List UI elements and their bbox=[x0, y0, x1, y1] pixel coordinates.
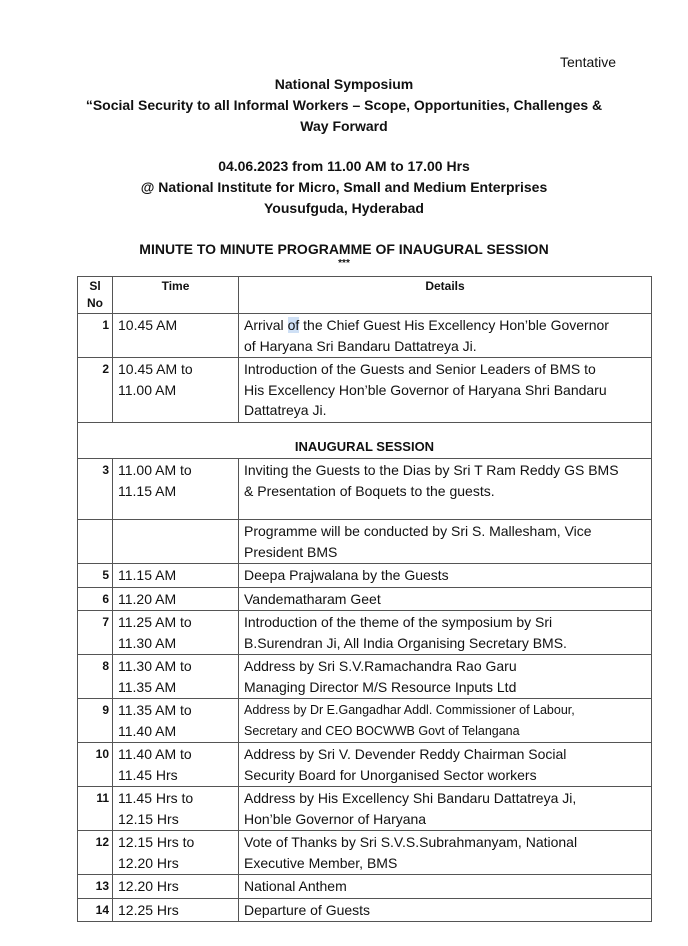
col-sl-line1: Sl bbox=[89, 279, 101, 293]
row-time-line1: 11.35 AM to bbox=[118, 702, 192, 718]
table-row bbox=[78, 655, 652, 699]
row-details-line1: Inviting the Guests to the Dias by Sri T Ram Reddy GS BMS bbox=[244, 462, 619, 478]
row-time-line1: 12.15 Hrs to bbox=[118, 834, 195, 850]
row-sl: 10 bbox=[78, 743, 113, 787]
row-sl: 14 bbox=[78, 898, 113, 922]
row-time: 11.15 AM bbox=[113, 564, 239, 588]
table-row bbox=[78, 587, 652, 611]
row-time-line2: 11.35 AM bbox=[118, 678, 177, 695]
row-sl: 7 bbox=[78, 611, 113, 655]
row-time bbox=[113, 743, 239, 787]
row-details-line2: Executive Member, BMS bbox=[244, 854, 398, 871]
row-time bbox=[113, 314, 239, 358]
row-details-line2: Secretary and CEO BOCWWB Govt of Telangana bbox=[244, 723, 520, 738]
table-row bbox=[78, 831, 652, 875]
table-row bbox=[78, 898, 652, 922]
row-details bbox=[239, 459, 652, 520]
row-time-line1: 11.45 Hrs to bbox=[118, 790, 194, 806]
row-sl: 6 bbox=[78, 587, 113, 611]
table-row bbox=[78, 611, 652, 655]
row-details-part: the Chief Guest His Excellency Hon’ble Governor bbox=[299, 317, 609, 333]
row-sl: 5 bbox=[78, 564, 113, 588]
symposium-header bbox=[0, 74, 688, 137]
event-venue: @ National Institute for Micro, Small and Medium Enterprises bbox=[140, 179, 548, 195]
row-details-line2: & Presentation of Boquets to the guests. bbox=[244, 482, 495, 499]
row-details-line2: President BMS bbox=[244, 543, 338, 560]
table-row bbox=[78, 787, 652, 831]
table-row bbox=[78, 358, 652, 423]
col-sl-line2: No bbox=[87, 296, 103, 310]
stars-divider: *** bbox=[338, 258, 350, 269]
row-sl: 9 bbox=[78, 699, 113, 743]
row-time bbox=[113, 358, 239, 423]
row-time-line1: 11.00 AM to bbox=[118, 462, 192, 478]
col-time-header: Time bbox=[113, 277, 239, 314]
row-details-line1: Introduction of the theme of the symposium by Sri bbox=[244, 614, 553, 630]
col-details-header: Details bbox=[239, 277, 652, 314]
row-details-line1: Address by His Excellency Shi Bandaru Dattatreya Ji, bbox=[244, 790, 577, 806]
row-details-line1 bbox=[244, 315, 646, 336]
row-time-line2: 11.40 AM bbox=[118, 722, 177, 739]
row-details-part: Arrival bbox=[244, 317, 288, 333]
row-sl: 3 bbox=[78, 459, 113, 520]
highlighted-text: of bbox=[287, 317, 300, 333]
row-details-line2: B.Surendran Ji, All India Organising Secretary BMS. bbox=[244, 634, 567, 651]
row-details-line1: Address by Dr E.Gangadhar Addl. Commissioner of Labour, bbox=[244, 703, 575, 717]
row-time: 12.25 Hrs bbox=[113, 898, 239, 922]
row-time-line2: 12.20 Hrs bbox=[118, 854, 179, 871]
row-time-line2: 12.15 Hrs bbox=[118, 810, 179, 827]
table-header-row bbox=[78, 277, 652, 314]
row-time bbox=[113, 520, 239, 564]
event-place: Yousufguda, Hyderabad bbox=[264, 200, 424, 216]
row-time bbox=[113, 787, 239, 831]
row-time-line1: 10.45 AM bbox=[118, 317, 178, 333]
row-sl: 2 bbox=[78, 358, 113, 423]
tentative-label: Tentative bbox=[560, 54, 617, 70]
row-time-line2: 11.15 AM bbox=[118, 482, 177, 499]
row-details bbox=[239, 520, 652, 564]
table-row bbox=[78, 875, 652, 899]
row-time bbox=[113, 611, 239, 655]
row-details-line2: Hon’ble Governor of Haryana bbox=[244, 810, 427, 827]
row-details-line2: Managing Director M/S Resource Inputs Ltd bbox=[244, 678, 517, 695]
programme-title: MINUTE TO MINUTE PROGRAMME OF INAUGURAL SESSION bbox=[139, 241, 549, 257]
row-details bbox=[239, 314, 652, 358]
row-sl bbox=[78, 520, 113, 564]
programme-table bbox=[77, 276, 652, 922]
row-time-line1: 11.25 AM to bbox=[118, 614, 192, 630]
row-time-line1: 11.40 AM to bbox=[118, 746, 192, 762]
row-details-line2: His Excellency Hon’ble Governor of Haryana Shri Bandaru bbox=[244, 381, 607, 398]
row-details bbox=[239, 358, 652, 423]
row-details-line3: Dattatreya Ji. bbox=[244, 402, 327, 418]
table-row bbox=[78, 743, 652, 787]
row-time-line2: 11.30 AM bbox=[118, 634, 177, 651]
row-details bbox=[239, 655, 652, 699]
row-details-line1: Address by Sri V. Devender Reddy Chairman Social bbox=[244, 746, 567, 762]
symposium-subtitle-line1: “Social Security to all Informal Workers – Scope, Opportunities, Challenges & bbox=[85, 97, 603, 113]
section-row bbox=[78, 422, 652, 459]
row-time bbox=[113, 655, 239, 699]
table-row bbox=[78, 520, 652, 564]
row-time-line2: 11.00 AM bbox=[118, 381, 177, 398]
row-time-line1: 10.45 AM to bbox=[118, 361, 193, 377]
table-row bbox=[78, 314, 652, 358]
row-sl: 11 bbox=[78, 787, 113, 831]
row-details bbox=[239, 831, 652, 875]
row-time: 12.20 Hrs bbox=[113, 875, 239, 899]
row-details-line1: Vote of Thanks by Sri S.V.S.Subrahmanyam, National bbox=[244, 834, 578, 850]
row-sl: 1 bbox=[78, 314, 113, 358]
row-time-line2: 11.45 Hrs bbox=[118, 766, 178, 783]
table-row bbox=[78, 699, 652, 743]
row-details bbox=[239, 699, 652, 743]
row-details-line1: Introduction of the Guests and Senior Leaders of BMS to bbox=[244, 361, 596, 377]
row-details bbox=[239, 611, 652, 655]
row-details-line2: Security Board for Unorganised Sector workers bbox=[244, 766, 537, 783]
row-details: Vandematharam Geet bbox=[239, 587, 652, 611]
symposium-title: National Symposium bbox=[274, 76, 414, 92]
table-row bbox=[78, 564, 652, 588]
col-sl-header bbox=[78, 277, 113, 314]
row-details: Departure of Guests bbox=[239, 898, 652, 922]
row-details-line1: Programme will be conducted by Sri S. Mallesham, Vice bbox=[244, 523, 592, 539]
row-details: Deepa Prajwalana by the Guests bbox=[239, 564, 652, 588]
section-heading: INAUGURAL SESSION bbox=[78, 422, 652, 459]
row-sl: 13 bbox=[78, 875, 113, 899]
row-time bbox=[113, 699, 239, 743]
event-date: 04.06.2023 from 11.00 AM to 17.00 Hrs bbox=[218, 158, 470, 174]
row-details-line2: of Haryana Sri Bandaru Dattatreya Ji. bbox=[244, 337, 477, 354]
event-info bbox=[0, 156, 688, 219]
row-details bbox=[239, 743, 652, 787]
row-time bbox=[113, 459, 239, 520]
row-sl: 12 bbox=[78, 831, 113, 875]
row-details-line1: Address by Sri S.V.Ramachandra Rao Garu bbox=[244, 658, 517, 674]
row-sl: 8 bbox=[78, 655, 113, 699]
row-details: National Anthem bbox=[239, 875, 652, 899]
table-row bbox=[78, 459, 652, 520]
row-details bbox=[239, 787, 652, 831]
symposium-subtitle-line2: Way Forward bbox=[300, 118, 388, 134]
row-time: 11.20 AM bbox=[113, 587, 239, 611]
row-time-line1: 11.30 AM to bbox=[118, 658, 192, 674]
row-time bbox=[113, 831, 239, 875]
